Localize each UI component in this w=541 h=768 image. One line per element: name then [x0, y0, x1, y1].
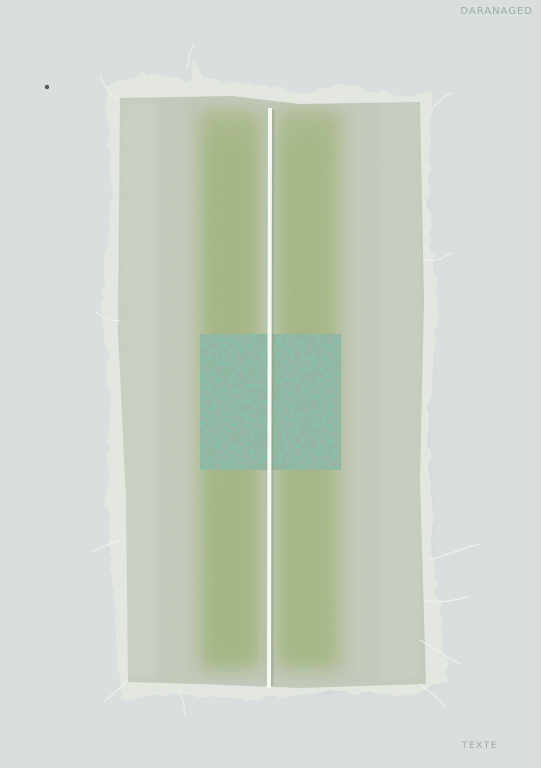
inscription-top: DARANAGED: [460, 6, 533, 17]
inscription-bottom: TEXTE: [462, 741, 498, 751]
white-thread-line: [269, 108, 270, 688]
paper-speck: [45, 85, 49, 89]
